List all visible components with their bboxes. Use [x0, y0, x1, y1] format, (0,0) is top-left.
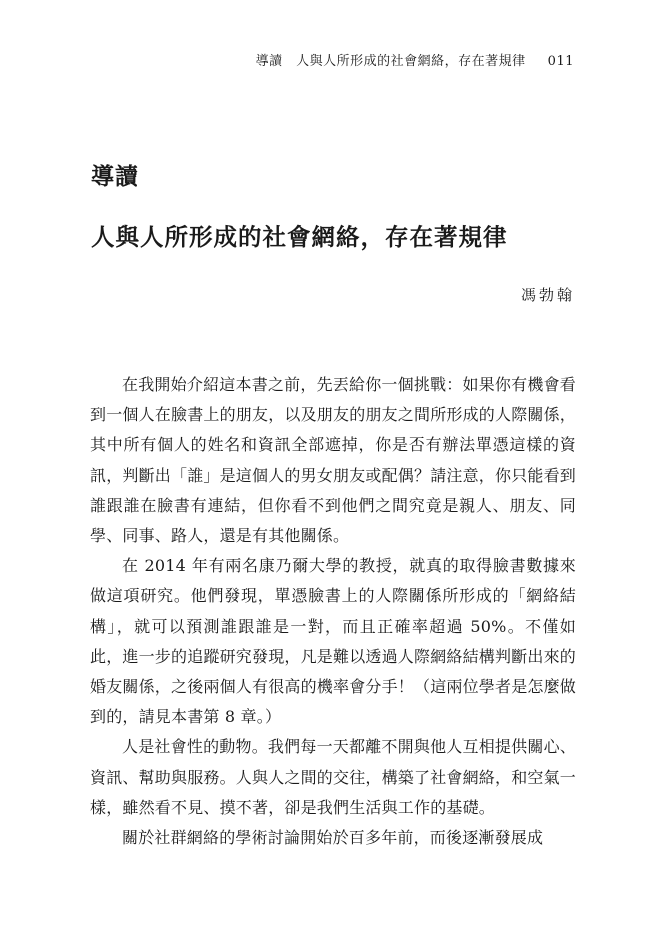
paragraph: 在 2014 年有兩名康乃爾大學的教授，就真的取得臉書數據來做這項研究。他們發現，單憑臉書上的人際關係所形成的「網絡結構」，就可以預測誰跟誰是一對，而且正確率超過 50%。不僅如此，進一步的追蹤研究發現，凡是難以透過人際網絡結構判斷出來的婚友關係，之後兩個人有很高的機率會分手！（這兩位學者是怎麼做到的，請見本書第 8 章。）	[90, 556, 577, 727]
paragraph: 人是社會性的動物。我們每一天都離不開與他人互相提供關心、資訊、幫助與服務。人與人之間的交往，構築了社會網絡，和空氣一樣，雖然看不見、摸不著，卻是我們生活與工作的基礎。	[90, 737, 577, 817]
body-text	[90, 370, 576, 853]
running-header	[90, 50, 574, 69]
page-number: 011	[547, 54, 574, 69]
running-title: 導讀 人與人所形成的社會網絡，存在著規律	[255, 54, 526, 69]
chapter-title: 人與人所形成的社會網絡，存在著規律	[91, 223, 508, 251]
section-label: 導讀	[91, 164, 139, 190]
author-name: 馮勃翰	[520, 286, 575, 304]
paragraph: 在我開始介紹這本書之前，先丟給你一個挑戰：如果你有機會看到一個人在臉書上的朋友，以及朋友的朋友之間所形成的人際關係，其中所有個人的姓名和資訊全部遮掉，你是否有辦法單憑這樣的資訊，判斷出「誰」是這個人的男女朋友或配偶？請注意，你只能看到誰跟誰在臉書有連結，但你看不到他們之間究竟是親人、朋友、同學、同事、路人，還是有其他關係。	[90, 375, 577, 546]
paragraph: 關於社群網絡的學術討論開始於百多年前，而後逐漸發展成	[122, 828, 544, 848]
